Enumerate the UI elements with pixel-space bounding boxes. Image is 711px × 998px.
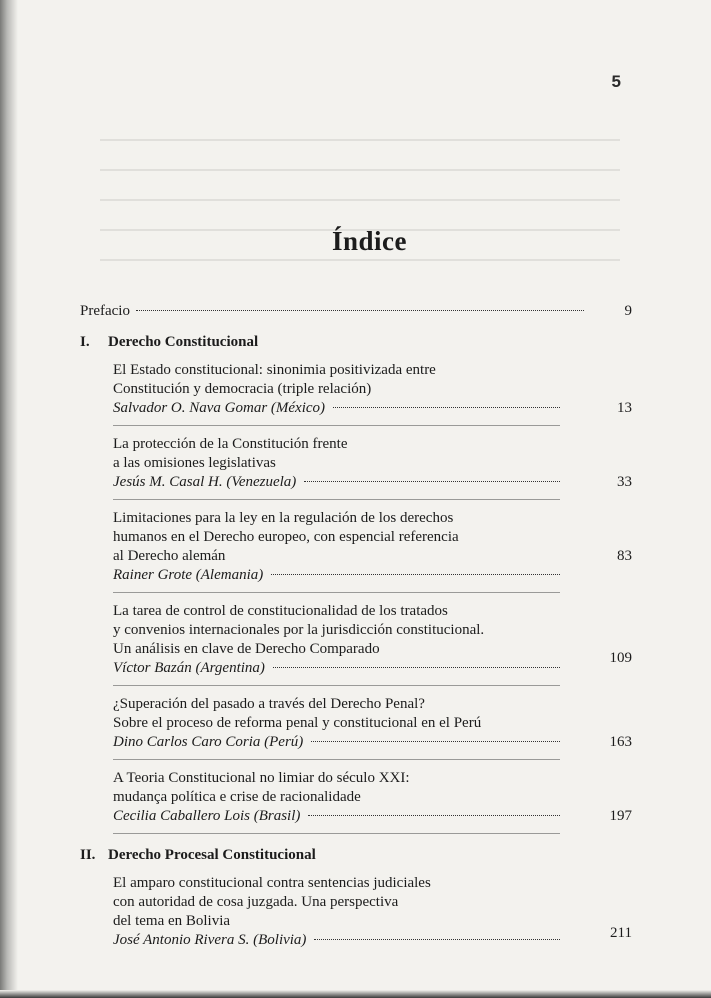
toc-entry xyxy=(80,509,632,593)
dot-leader xyxy=(136,310,584,311)
entry-title-line: La protección de la Constitución frente xyxy=(113,436,348,452)
table-of-contents xyxy=(80,298,632,957)
dot-leader xyxy=(333,407,560,408)
entry-author: Dino Carlos Caro Coria (Perú) xyxy=(113,734,304,750)
entry-author: Jesús M. Casal H. (Venezuela) xyxy=(113,474,297,490)
entry-author: Víctor Bazán (Argentina) xyxy=(113,660,265,676)
entry-page: 13 xyxy=(617,400,632,416)
dot-leader xyxy=(273,667,560,668)
toc-entry xyxy=(80,602,632,686)
entry-title-line: Constitución y democracia (triple relación) xyxy=(113,381,372,397)
entry-page: 211 xyxy=(610,925,632,941)
section-numeral: II. xyxy=(80,847,96,863)
entry-page: 163 xyxy=(609,734,632,750)
toc-entry xyxy=(80,435,632,500)
page-title: Índice xyxy=(331,226,407,256)
entry-page: 197 xyxy=(609,808,632,824)
toc-prefacio xyxy=(80,302,632,321)
dot-leader xyxy=(308,815,560,816)
entry-title-line: ¿Superación del pasado a través del Derecho Penal? xyxy=(113,696,425,712)
prefacio-label: Prefacio xyxy=(80,303,130,319)
toc-section-2 xyxy=(80,846,632,865)
entry-title-line: Limitaciones para la ley en la regulación de los derechos xyxy=(113,510,454,526)
section-title: Derecho Procesal Constitucional xyxy=(108,847,316,863)
toc-section-1 xyxy=(80,333,632,352)
prefacio-page: 9 xyxy=(624,303,632,319)
entry-title-line: con autoridad de cosa juzgada. Una perspectiva xyxy=(113,894,399,910)
dot-leader xyxy=(311,741,560,742)
page-number: 5 xyxy=(611,72,621,91)
entry-author: Cecilia Caballero Lois (Brasil) xyxy=(113,808,301,824)
entry-page: 83 xyxy=(617,548,632,564)
entry-title-line: El Estado constitucional: sinonimia positivizada entre xyxy=(113,362,436,378)
entry-author: Salvador O. Nava Gomar (México) xyxy=(113,400,326,416)
entry-title-line: mudança política e crise de racionalidade xyxy=(113,789,361,805)
entry-page: 33 xyxy=(617,474,632,490)
toc-entry xyxy=(80,361,632,426)
toc-entry xyxy=(80,874,632,957)
section-numeral: I. xyxy=(80,334,90,350)
bleed-through-shadow xyxy=(100,125,620,285)
entry-title-line: A Teoria Constitucional no limiar do século XXI: xyxy=(113,770,410,786)
entry-title-line: Un análisis en clave de Derecho Comparado xyxy=(113,641,380,657)
entry-title-line: y convenios internacionales por la jurisdicción constitucional. xyxy=(113,622,485,638)
section-title: Derecho Constitucional xyxy=(108,334,259,350)
entry-title-line: humanos en el Derecho europeo, con espencial referencia xyxy=(113,529,459,545)
entry-title-line: La tarea de control de constitucionalidad de los tratados xyxy=(113,603,448,619)
entry-title-line: a las omisiones legislativas xyxy=(113,455,276,471)
entry-author: José Antonio Rivera S. (Bolivia) xyxy=(113,932,307,948)
dot-leader xyxy=(304,481,560,482)
entry-author: Rainer Grote (Alemania) xyxy=(113,567,264,583)
entry-title-line: El amparo constitucional contra sentencias judiciales xyxy=(113,875,431,891)
toc-entry xyxy=(80,769,632,834)
dot-leader xyxy=(271,574,560,575)
entry-title-line: al Derecho alemán xyxy=(113,548,226,564)
entry-title-line: del tema en Bolivia xyxy=(113,913,231,929)
entry-title-line: Sobre el proceso de reforma penal y constitucional en el Perú xyxy=(113,715,482,731)
entry-page: 109 xyxy=(609,650,632,666)
toc-entry xyxy=(80,695,632,760)
dot-leader xyxy=(314,939,560,940)
